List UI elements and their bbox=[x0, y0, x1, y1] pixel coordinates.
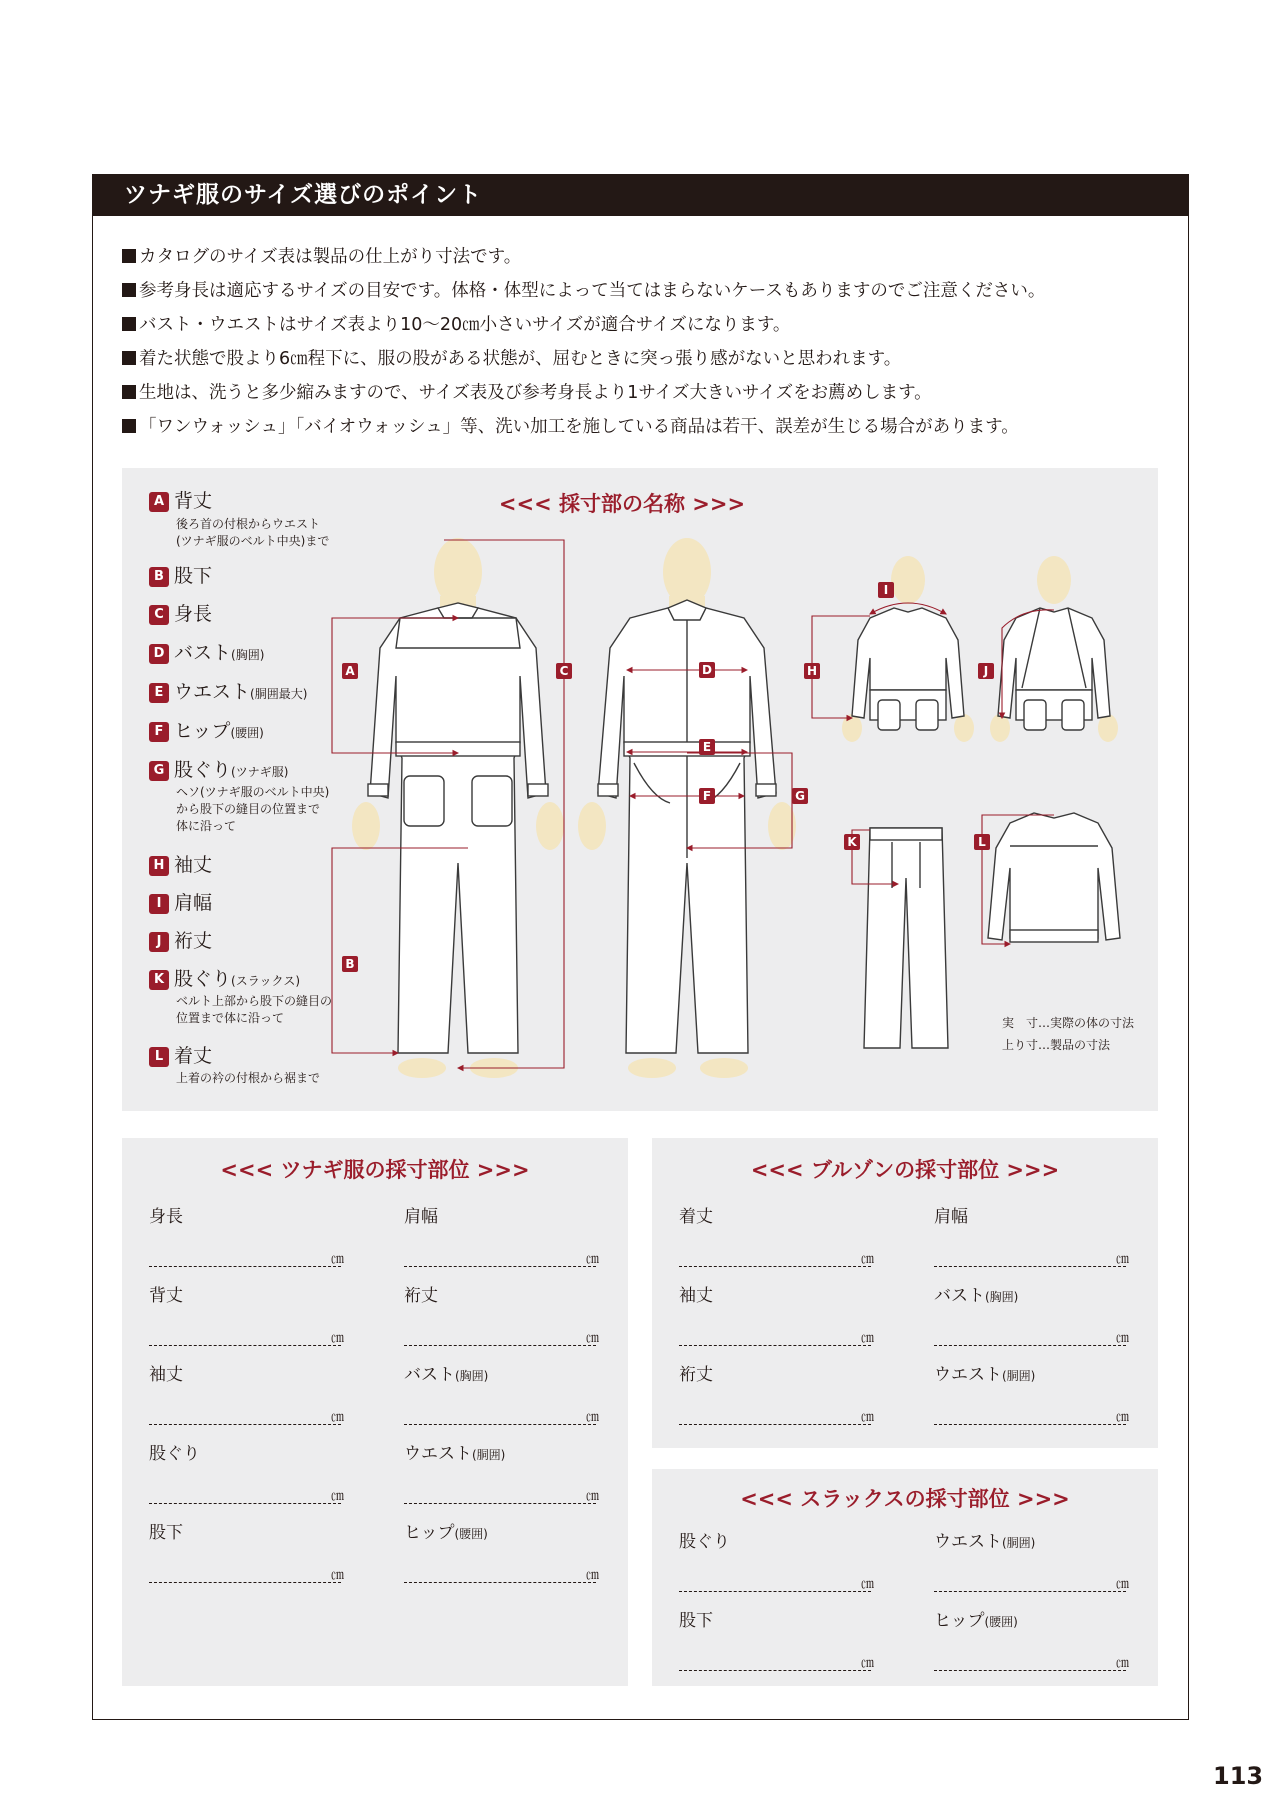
field-sleeve-length: 袖丈 ㎝ bbox=[149, 1365, 345, 1425]
field-inseam: 股下 ㎝ bbox=[149, 1523, 345, 1583]
svg-text:L: L bbox=[978, 835, 986, 849]
svg-text:J: J bbox=[983, 664, 989, 678]
blouson-heading: <<< ブルゾンの採寸部位 >>> bbox=[750, 1158, 1060, 1182]
legend-item-i: I 肩幅 bbox=[149, 888, 212, 915]
measurement-diagram-panel bbox=[122, 468, 1158, 1111]
square-bullet-icon bbox=[122, 419, 136, 433]
legend-desc: 上着の衿の付根から裾まで bbox=[176, 1071, 321, 1085]
page-title: ツナギ服のサイズ選びのポイント bbox=[92, 174, 1189, 216]
field-shoulder-width: 肩幅 ㎝ bbox=[404, 1207, 600, 1267]
legend-item-e: E ウエスト(胴囲最大) bbox=[149, 677, 307, 704]
field-sleeve-length: 袖丈 ㎝ bbox=[679, 1286, 875, 1346]
field-waist: ウエスト(胴囲) ㎝ bbox=[934, 1532, 1130, 1592]
field-shoulder-width: 肩幅 ㎝ bbox=[934, 1207, 1130, 1267]
slacks-figure bbox=[864, 828, 948, 1048]
field-inseam: 股下 ㎝ bbox=[679, 1611, 875, 1671]
legend-item-c: C 身長 bbox=[149, 599, 212, 626]
slacks-heading: <<< スラックスの採寸部位 >>> bbox=[740, 1487, 1070, 1511]
field-bust: バスト(胸囲) ㎝ bbox=[934, 1286, 1130, 1346]
field-hip: ヒップ(腰囲) ㎝ bbox=[404, 1523, 600, 1583]
svg-text:D: D bbox=[702, 663, 712, 677]
coverall-back-figure bbox=[352, 538, 564, 1078]
coverall-heading: <<< ツナギ服の採寸部位 >>> bbox=[220, 1158, 530, 1182]
blouson-raglan-figure bbox=[990, 556, 1118, 742]
field-height: 身長 ㎝ bbox=[149, 1207, 345, 1267]
square-bullet-icon bbox=[122, 351, 136, 365]
size-definition-note: 実 寸…実際の体の寸法 上り寸…製品の寸法 bbox=[1002, 1016, 1135, 1052]
svg-text:I: I bbox=[883, 583, 889, 597]
legend-desc: 後ろ首の付根からウエスト (ツナギ服のベルト中央)まで bbox=[176, 517, 330, 548]
diagram-heading: <<< 採寸部の名称 >>> bbox=[498, 492, 746, 516]
square-bullet-icon bbox=[122, 249, 136, 263]
svg-text:B: B bbox=[345, 957, 355, 971]
square-bullet-icon bbox=[122, 317, 136, 331]
legend-item-g: G 股ぐり(ツナギ服) bbox=[149, 755, 288, 782]
svg-text:G: G bbox=[795, 789, 805, 803]
legend-item-j: J 裄丈 bbox=[149, 926, 212, 953]
note-item: 「ワンウォッシュ」「バイオウォッシュ」等、洗い加工を施している商品は若干、誤差が生じる場合があります。 bbox=[122, 410, 1162, 444]
field-rise: 股ぐり ㎝ bbox=[149, 1444, 345, 1504]
legend-item-d: D バスト(胸囲) bbox=[149, 638, 264, 665]
svg-text:F: F bbox=[702, 789, 712, 803]
note-item: 参考身長は適応するサイズの目安です。体格・体型によって当てはまらないケースもありますのでご注意ください。 bbox=[122, 274, 1162, 308]
square-bullet-icon bbox=[122, 283, 136, 297]
field-waist: ウエスト(胴囲) ㎝ bbox=[934, 1365, 1130, 1425]
svg-text:E: E bbox=[702, 740, 712, 754]
svg-text:A: A bbox=[345, 664, 355, 678]
svg-text:H: H bbox=[806, 664, 818, 678]
legend-item-k: K 股ぐり(スラックス) bbox=[149, 964, 300, 991]
legend-item-f: F ヒップ(腰囲) bbox=[149, 716, 264, 743]
note-item: バスト・ウエストはサイズ表より10〜20㎝小さいサイズが適合サイズになります。 bbox=[122, 308, 1162, 342]
note-item: 着た状態で股より6㎝程下に、服の股がある状態が、屈むときに突っ張り感がないと思われます。 bbox=[122, 342, 1162, 376]
coverall-front-figure bbox=[578, 538, 796, 1078]
blouson-measurement-panel bbox=[652, 1138, 1158, 1448]
legend-desc: ヘソ(ツナギ服のベルト中央) から股下の縫目の位置まで 体に沿って bbox=[176, 785, 330, 833]
field-back-length: 背丈 ㎝ bbox=[149, 1286, 345, 1346]
legend-item-l: L 着丈 bbox=[149, 1041, 212, 1068]
field-rise: 股ぐり ㎝ bbox=[679, 1532, 875, 1592]
field-garment-length: 着丈 ㎝ bbox=[679, 1207, 875, 1267]
note-item: 生地は、洗うと多少縮みますので、サイズ表及び参考身長より1サイズ大きいサイズをお薦めします。 bbox=[122, 376, 1162, 410]
notes-list bbox=[122, 240, 1162, 444]
blouson-front-figure bbox=[988, 813, 1120, 942]
field-hip: ヒップ(腰囲) ㎝ bbox=[934, 1611, 1130, 1671]
legend-item-a: A 背丈 bbox=[149, 486, 212, 513]
field-bust: バスト(胸囲) ㎝ bbox=[404, 1365, 600, 1425]
field-sleeve-from-center: 裄丈 ㎝ bbox=[679, 1365, 875, 1425]
legend-desc: ベルト上部から股下の縫目の 位置まで体に沿って bbox=[176, 994, 333, 1025]
square-bullet-icon bbox=[122, 385, 136, 399]
legend-item-h: H 袖丈 bbox=[149, 850, 212, 877]
svg-text:C: C bbox=[559, 664, 569, 678]
svg-text:K: K bbox=[847, 835, 857, 849]
field-waist: ウエスト(胴囲) ㎝ bbox=[404, 1444, 600, 1504]
coverall-measurement-panel bbox=[122, 1138, 628, 1686]
field-sleeve-from-center: 裄丈 ㎝ bbox=[404, 1286, 600, 1346]
note-item: カタログのサイズ表は製品の仕上がり寸法です。 bbox=[122, 240, 1162, 274]
legend-item-b: B 股下 bbox=[149, 561, 212, 588]
blouson-back-figure bbox=[842, 556, 974, 742]
slacks-measurement-panel bbox=[652, 1469, 1158, 1686]
page-number: 113 bbox=[1213, 1762, 1264, 1790]
